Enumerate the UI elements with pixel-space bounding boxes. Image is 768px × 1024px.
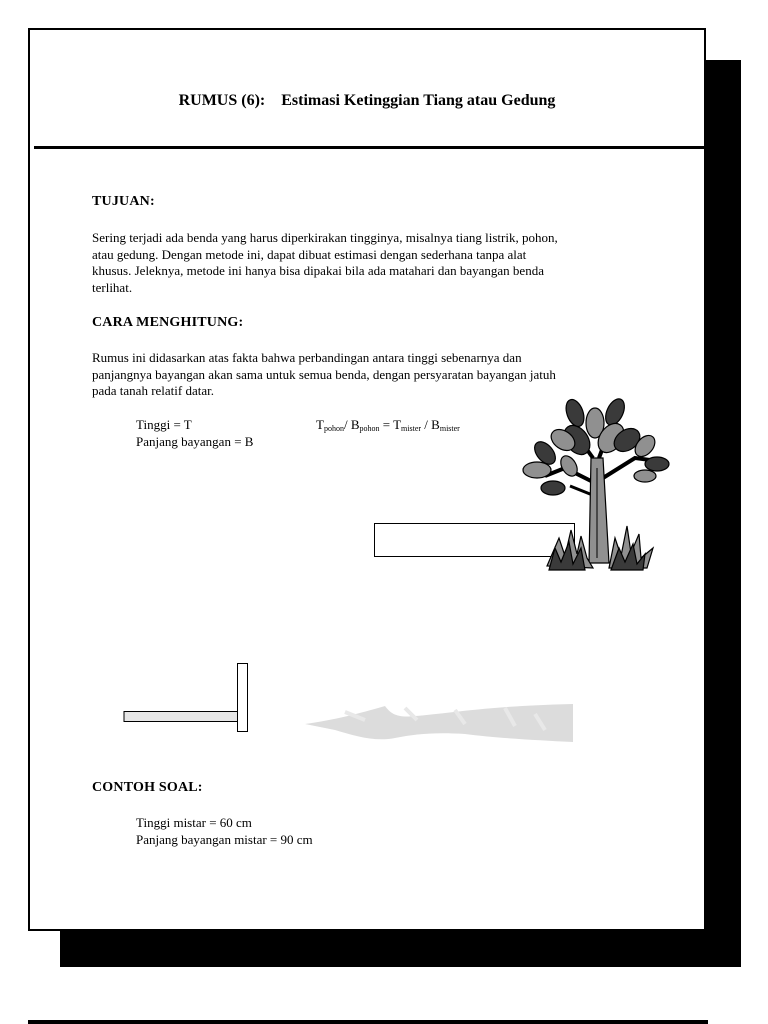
page-title [30, 92, 704, 110]
title-text: Estimasi Ketinggian Tiang atau Gedung [281, 92, 556, 109]
cara-line: Rumus ini didasarkan atas fakta bahwa perbandingan antara tinggi sebenarnya dan [92, 350, 522, 365]
cara-heading: CARA MENGHITUNG: [92, 315, 244, 330]
pole-shadow-icon [305, 700, 575, 748]
formula-part: / B [343, 417, 360, 432]
tujuan-paragraph [92, 230, 652, 296]
pole-icon [122, 662, 252, 734]
cara-line: pada tanah relatif datar. [92, 383, 214, 398]
contoh-tinggi: Tinggi mistar = 60 cm [136, 815, 252, 830]
tujuan-line: atau gedung. Dengan metode ini, dapat dibuat estimasi dengan sederhana tanpa alat [92, 246, 527, 262]
formula-sub: pohon [359, 424, 380, 433]
tujuan-heading: TUJUAN: [92, 194, 155, 209]
tujuan-line: terlihat. [92, 279, 133, 295]
ratio-formula [316, 417, 460, 433]
tree-icon [515, 398, 675, 573]
definition-tinggi: Tinggi = T [136, 417, 192, 432]
tujuan-line: Sering terjadi ada benda yang harus diperkirakan tingginya, misalnya tiang listrik, pohon, [92, 230, 558, 245]
formula-sub: mister [439, 424, 460, 433]
definition-bayangan: Panjang bayangan = B [136, 434, 254, 449]
contoh-bayangan: Panjang bayangan mistar = 90 cm [136, 832, 313, 847]
cara-paragraph [92, 350, 652, 400]
formula-sub: mister [401, 424, 422, 433]
formula-sub: pohon [323, 424, 344, 433]
formula-part: = T [379, 417, 402, 432]
bottom-divider [28, 1020, 708, 1024]
tujuan-line: khusus. Jeleknya, metode ini hanya bisa dipakai bila ada matahari dan bayangan benda [92, 263, 544, 278]
formula-part: / B [421, 417, 440, 432]
title-divider [34, 146, 704, 149]
contoh-heading: CONTOH SOAL: [92, 780, 203, 795]
cara-line: panjangnya bayangan akan sama untuk semua benda, dengan persyaratan bayangan jatuh [92, 366, 556, 382]
formula-t: T [316, 417, 324, 432]
title-prefix: RUMUS (6): [178, 92, 266, 109]
